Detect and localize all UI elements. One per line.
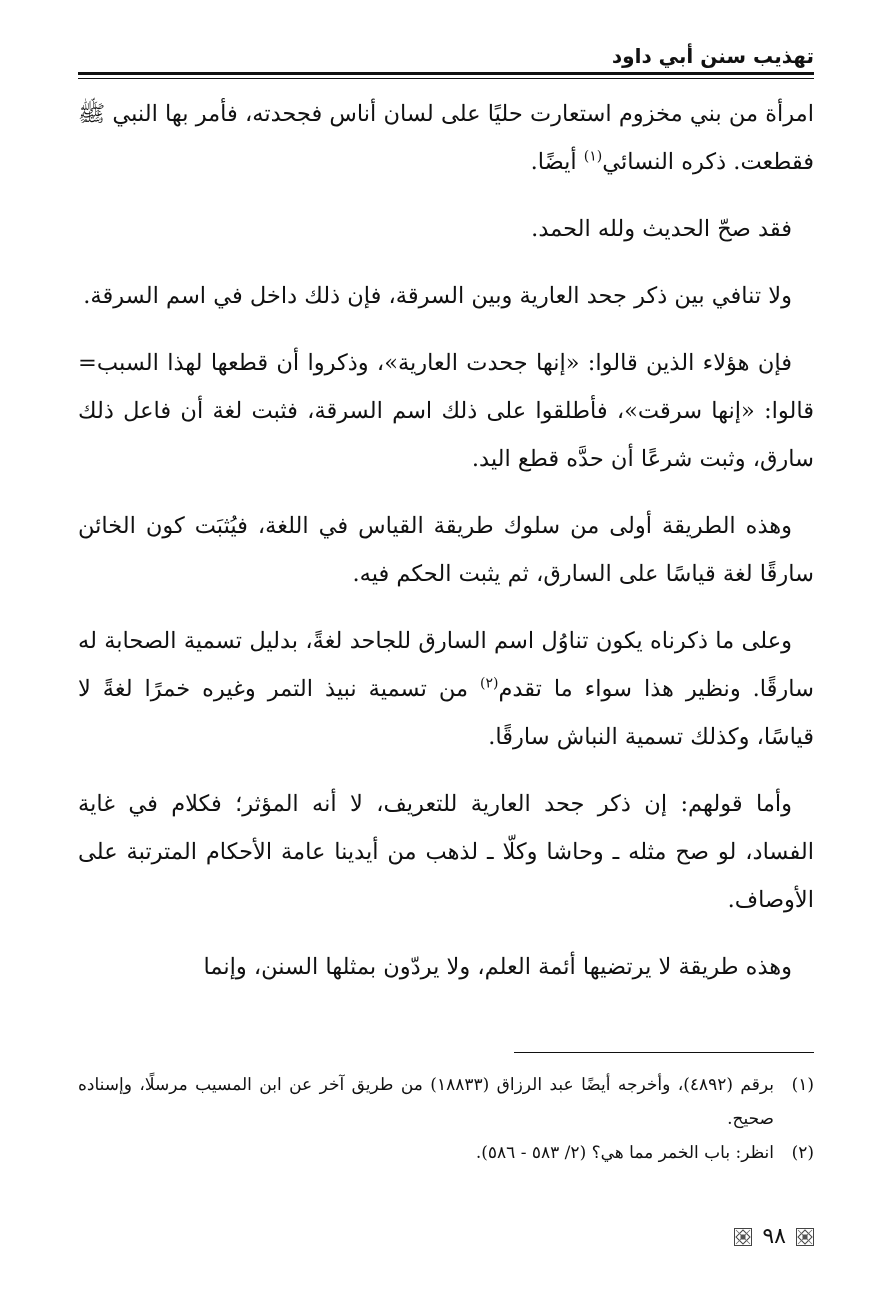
footnote-2-number: (٢) xyxy=(791,1143,814,1163)
main-text xyxy=(78,90,814,1010)
header-rule-thin xyxy=(78,78,814,79)
running-title: تهذيب سنن أبي داود xyxy=(611,44,814,68)
paragraph-6 xyxy=(78,617,814,761)
ornament-left-icon xyxy=(734,1228,752,1246)
paragraph-2: فقد صحّ الحديث ولله الحمد. xyxy=(531,216,792,242)
paragraph-5: وهذه الطريقة أولى من سلوك طريقة القياس في اللغة، فيُثبَت كون الخائن سارقًا لغة قياسًا على السارق، ثم يثبت الحكم فيه. xyxy=(78,513,814,587)
running-header xyxy=(78,44,814,82)
footnote-ref-1[interactable]: (١) xyxy=(583,148,603,165)
footnote-separator xyxy=(514,1052,814,1053)
ornament-right-icon xyxy=(796,1228,814,1246)
footnote-ref-2[interactable]: (٢) xyxy=(479,675,499,692)
header-rule-thick xyxy=(78,72,814,75)
paragraph-6-tail: من تسمية نبيذ التمر وغيره خمرًا لغةً لا قياسًا، وكذلك تسمية النباش سارقًا. xyxy=(78,676,814,750)
paragraph-1-tail: أيضًا. xyxy=(530,149,584,175)
footnote-1-text: برقم (٤٨٩٢)، وأخرجه أيضًا عبد الرزاق (١٨٨٣٣) من طريق آخر عن ابن المسيب مرسلًا، وإسناده صحيح. xyxy=(78,1075,774,1129)
paragraph-7: وأما قولهم: إن ذكر جحد العارية للتعريف، لا أنه المؤثر؛ فكلام في غاية الفساد، لو صح مثله ـ وحاشا وكلّا ـ لذهب من أيدينا عامة الأحكام المترتبة على الأوصاف. xyxy=(78,791,814,913)
footnote-1 xyxy=(78,1068,814,1136)
paragraph-8: وهذه طريقة لا يرتضيها أئمة العلم، ولا يردّون بمثلها السنن، وإنما xyxy=(203,954,792,980)
page-number-block xyxy=(734,1222,814,1252)
paragraph-1 xyxy=(78,90,814,186)
paragraph-4: فإن هؤلاء الذين قالوا: «إنها جحدت العارية»، وذكروا أن قطعها لهذا السبب= قالوا: «إنها سرقت»، فأطلقوا على ذلك اسم السرقة، فثبت لغة أن فاعل ذلك سارق، وثبت شرعًا أن حدَّه قطع اليد. xyxy=(78,350,814,472)
footnote-2 xyxy=(78,1136,814,1170)
footnotes xyxy=(78,1068,814,1170)
paragraph-3: ولا تنافي بين ذكر جحد العارية وبين السرقة، فإن ذلك داخل في اسم السرقة. xyxy=(83,283,792,309)
footnote-1-number: (١) xyxy=(791,1075,814,1095)
footnote-2-text: انظر: باب الخمر مما هي؟ (٢/ ٥٨٣ - ٥٨٦). xyxy=(475,1143,774,1163)
paragraph-1-text: امرأة من بني مخزوم استعارت حليًا على لسان أناس فجحدته، فأمر بها النبي ﷺ فقطعت. ذكره النسائي xyxy=(78,101,814,175)
paragraph-6-text: وعلى ما ذكرناه يكون تناوُل اسم السارق للجاحد لغةً، بدليل تسمية الصحابة له سارقًا. ونظير هذا سواء ما تقدم xyxy=(78,628,814,702)
page-number: ٩٨ xyxy=(762,1224,786,1249)
